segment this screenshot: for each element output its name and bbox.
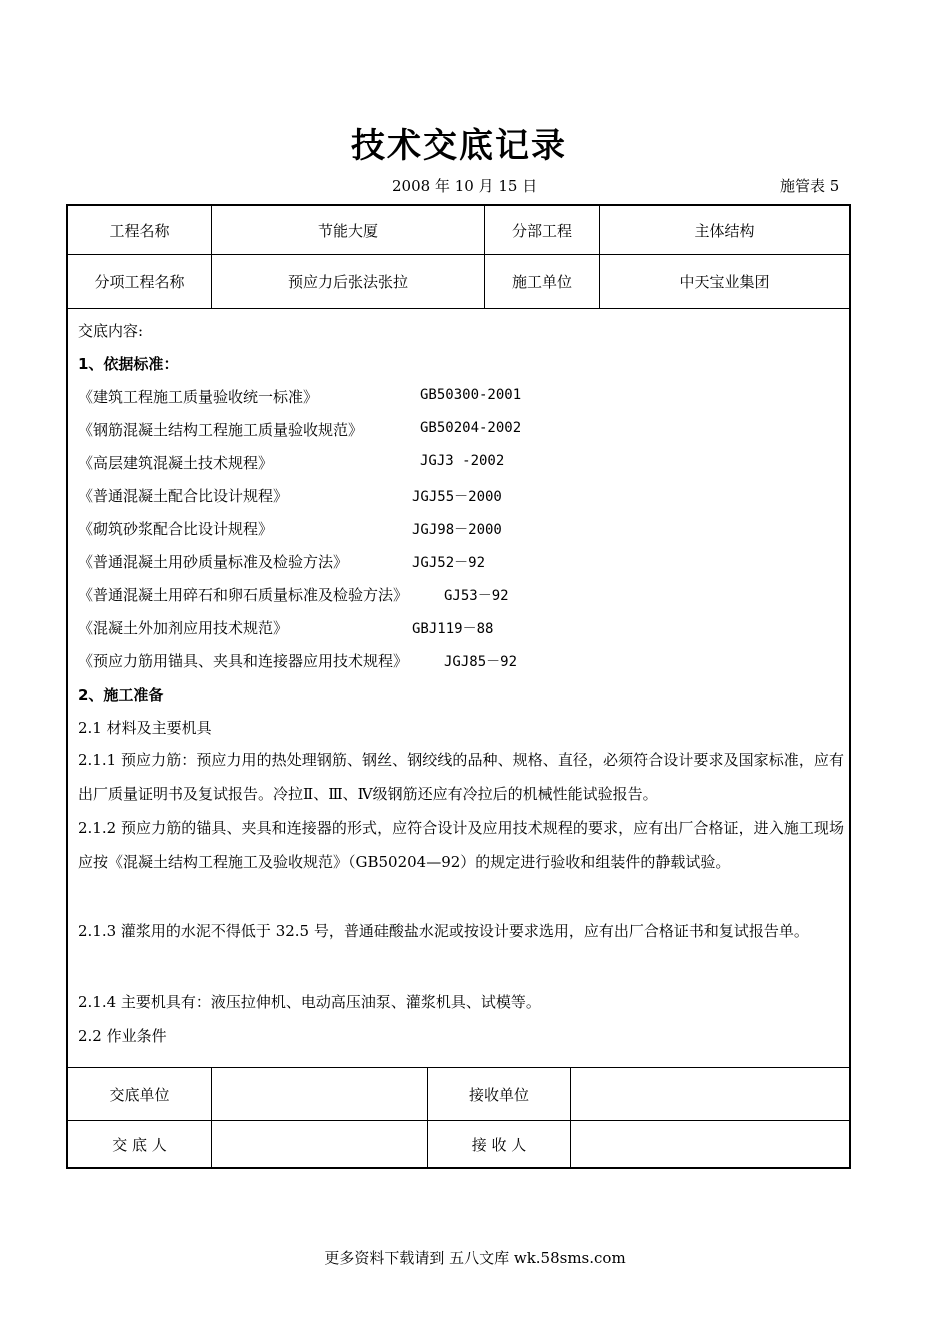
- standard-name: 《砌筑砂浆配合比设计规程》: [78, 520, 274, 538]
- issuer-unit-label: 交底单位: [109, 1085, 170, 1104]
- contractor: 中天宝业集团: [679, 273, 770, 291]
- receiver-person-label: 接 收 人: [471, 1135, 527, 1154]
- section-2-title: 2、施工准备: [78, 686, 164, 704]
- contractor-label: 施工单位: [511, 273, 572, 291]
- standard-name: 《普通混凝土用碎石和卵石质量标准及检验方法》: [78, 586, 409, 604]
- division: 主体结构: [694, 221, 755, 240]
- standard-code: GB50300-2001: [420, 387, 522, 403]
- issuer-person-field[interactable]: [212, 1121, 427, 1167]
- paragraph-2-1-1: 2.1.1 预应力筋：预应力用的热处理钢筋、钢丝、钢绞线的品种、规格、直径，必须符合设计要求及国家标准，应有出厂质量证明书及复试报告。冷拉Ⅱ、Ⅲ、Ⅳ级钢筋还应有冷拉后的机械性能试验报告。: [78, 751, 844, 803]
- form-number: 施管表 5: [780, 177, 840, 195]
- standard-code: GB50204-2002: [420, 420, 522, 436]
- receiver-unit-label: 接收单位: [468, 1085, 529, 1104]
- paragraph-2-1-3: 2.1.3 灌浆用的水泥不得低于 32.5 号，普通硅酸盐水泥或按设计要求选用，应有出厂合格证书和复试报告单。: [78, 922, 809, 940]
- record-date: 2008 年 10 月 15 日: [392, 177, 538, 195]
- paragraph-2-1-2: 2.1.2 预应力筋的锚具、夹具和连接器的形式，应符合设计及应用技术规程的要求，应有出厂合格证，进入施工现场应按《混凝土结构工程施工及验收规范》（GB50204—92）的规定进行验收和组装件的静载试验。: [78, 819, 844, 871]
- standard-name: 《高层建筑混凝土技术规程》: [78, 454, 274, 472]
- subitem-name: 预应力后张法张拉: [287, 273, 408, 291]
- standard-name: 《预应力筋用锚具、夹具和连接器应用技术规程》: [78, 652, 409, 670]
- standard-code: JGJ85－92: [444, 654, 518, 670]
- standard-code: JGJ52－92: [412, 555, 486, 571]
- record-form: [66, 204, 851, 1169]
- standard-name: 《混凝土外加剂应用技术规范》: [78, 619, 289, 637]
- division-label: 分部工程: [511, 221, 572, 240]
- row-divider: [68, 308, 849, 309]
- standard-name: 《普通混凝土用砂质量标准及检验方法》: [78, 553, 349, 571]
- subsection-2-2: 2.2 作业条件: [78, 1027, 167, 1045]
- standard-name: 《钢筋混凝土结构工程施工质量验收规范》: [78, 421, 364, 439]
- standard-code: JGJ3 -2002: [420, 453, 505, 469]
- project-name: 节能大厦: [317, 221, 378, 240]
- document-title: 技术交底记录: [351, 126, 567, 166]
- receiver-person-field[interactable]: [571, 1121, 849, 1167]
- issuer-unit-field[interactable]: [212, 1068, 427, 1120]
- paragraph-2-1-4: 2.1.4 主要机具有：液压拉伸机、电动高压油泵、灌浆机具、试模等。: [78, 993, 541, 1011]
- standard-code: GBJ119－88: [412, 621, 494, 637]
- section-1-title: 1、依据标准：: [78, 355, 179, 373]
- subsection-2-1: 2.1 材料及主要机具: [78, 719, 212, 737]
- standard-code: JGJ55－2000: [412, 489, 502, 505]
- standard-code: JGJ98－2000: [412, 522, 502, 538]
- receiver-unit-field[interactable]: [571, 1068, 849, 1120]
- content-intro: 交底内容:: [78, 322, 144, 340]
- subitem-label: 分项工程名称: [94, 273, 185, 291]
- standard-name: 《普通混凝土配合比设计规程》: [78, 487, 289, 505]
- standard-code: GJ53－92: [444, 588, 509, 604]
- issuer-person-label: 交 底 人: [112, 1135, 167, 1154]
- footer-link[interactable]: 更多资料下载请到 五八文库 wk.58sms.com: [324, 1249, 626, 1267]
- standard-name: 《建筑工程施工质量验收统一标准》: [78, 388, 319, 406]
- project-name-label: 工程名称: [109, 221, 170, 240]
